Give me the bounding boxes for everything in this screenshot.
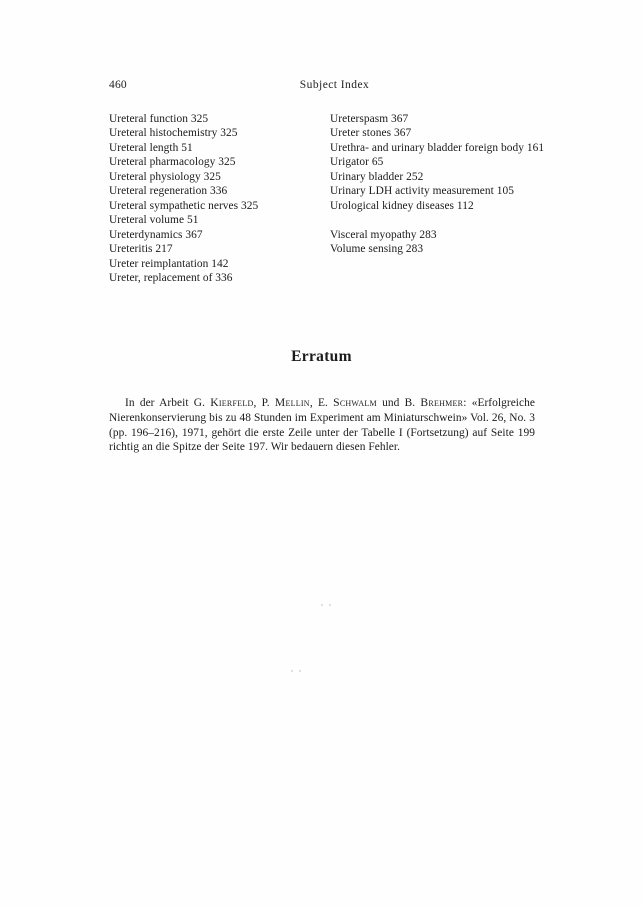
index-column-right [330,112,545,257]
scan-speck [329,604,331,606]
index-entry: Urinary LDH activity measurement 105 [330,185,514,198]
index-entry: Ureteral volume 51 [109,214,199,227]
erratum-text-3: , E. [309,397,334,410]
scan-speck [321,604,323,606]
index-entry: Urological kidney diseases 112 [330,199,474,212]
erratum-author-schwalm: Schwalm [333,396,377,410]
index-entry-gap [330,213,545,227]
erratum-paragraph [109,396,535,454]
index-entry: Ureteral pharmacology 325 [109,156,236,169]
running-head-title: Subject Index [299,79,370,91]
erratum-author-brehmer: Brehmer [420,396,464,410]
index-entry: Ureteral physiology 325 [109,170,221,183]
index-entry: Ureteral regeneration 336 [109,185,228,198]
index-entry: Ureteritis 217 [109,243,173,256]
index-entry: Ureter stones 367 [330,127,412,140]
erratum-author-kierfeld: Kierfeld [210,396,254,410]
page-folio-number: 460 [109,79,127,91]
index-entry: Ureterspasm 367 [330,113,409,125]
scan-speck [299,670,301,672]
erratum-author-mellin: Mellin [274,396,310,410]
erratum-text-1: In der Arbeit G. [125,397,211,410]
index-entry: Visceral myopathy 283 [330,228,437,241]
index-entry: Ureteral length 51 [109,141,193,154]
index-entry: Volume sensing 283 [330,243,424,256]
index-entry: Ureter reimplantation 142 [109,257,229,270]
index-entry: Urethra- and urinary bladder foreign body 161 [330,141,545,154]
scan-speck [291,670,293,672]
index-entry: Urinary bladder 252 [330,170,424,183]
erratum-text-5: : «Erfolgreiche Nierenkonservierung bis zu 48 Stunden im Experiment am Miniaturschwein» Vol. 26, No. 3 (pp. 196–216), 1971, gehört die erste Zeile unter der Tabelle I (Fortsetzung) auf Seite 199 richtig an die Spitze der Seite 197. Wir bedauern diesen Fehler. [109,397,535,454]
index-entry: Urigator 65 [330,156,384,169]
erratum-heading: Erratum [291,348,352,365]
running-head [109,79,534,95]
index-entry: Ureterdynamics 367 [109,228,203,241]
index-entry: Ureter, replacement of 336 [109,271,233,284]
erratum-text-2: , P. [253,397,275,410]
index-entry: Ureteral function 325 [109,113,209,125]
index-entry: Ureteral sympathetic nerves 325 [109,199,259,212]
index-entry: Ureteral histochemistry 325 [109,127,238,140]
index-column-left [109,112,324,285]
erratum-text-4: und B. [376,397,421,410]
